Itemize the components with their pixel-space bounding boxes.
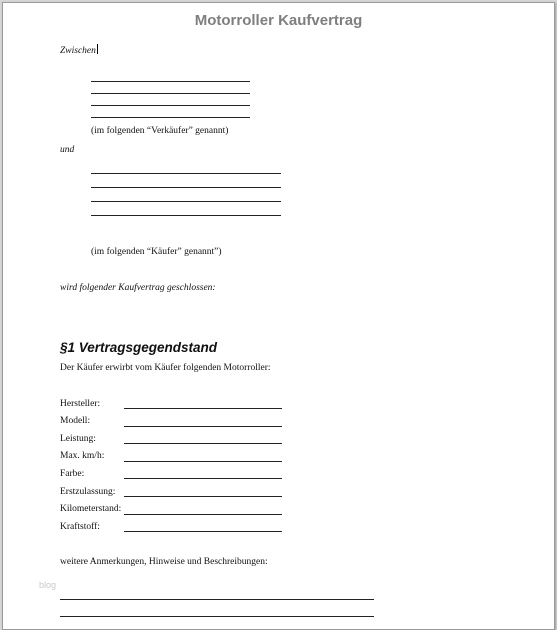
buyer-line-3[interactable] [91,201,281,202]
seller-line-3[interactable] [91,105,250,106]
field-label-farbe: Farbe: [60,469,85,479]
field-label-max-kmh: Max. km/h: [60,451,105,461]
remarks-line-2[interactable] [60,616,374,617]
seller-line-2[interactable] [91,93,250,94]
field-line-erstzulassung[interactable] [124,496,282,497]
remarks-label: weitere Anmerkungen, Hinweise und Beschreibungen: [60,557,268,567]
field-label-kilometerstand: Kilometerstand: [60,504,122,514]
buyer-note: (im folgenden “Käufer” genannt”) [91,247,222,257]
document-title: Motorroller Kaufvertrag [194,12,363,29]
field-label-modell: Modell: [60,416,91,426]
watermark: blog [39,580,57,590]
field-line-modell[interactable] [124,426,282,427]
field-line-leistung[interactable] [124,443,282,444]
field-label-erstzulassung: Erstzulassung: [60,487,116,497]
between-label: Zwischen [60,44,98,56]
remarks-line-1[interactable] [60,599,374,600]
contract-concluded-text: wird folgender Kaufvertrag geschlossen: [60,283,216,293]
field-line-farbe[interactable] [124,478,282,479]
and-label: und [60,145,75,155]
field-line-kilometerstand[interactable] [124,514,282,515]
text-cursor [97,44,99,54]
field-label-hersteller: Hersteller: [60,399,101,409]
field-line-max-kmh[interactable] [124,461,282,462]
buyer-line-2[interactable] [91,187,281,188]
field-line-hersteller[interactable] [124,408,282,409]
buyer-line-1[interactable] [91,173,281,174]
section-1-intro: Der Käufer erwirbt vom Käufer folgenden Motorroller: [60,363,271,373]
field-line-kraftstoff[interactable] [124,531,282,532]
seller-line-4[interactable] [91,117,250,118]
seller-note: (im folgenden “Verkäufer” genannt) [91,126,229,136]
buyer-line-4[interactable] [91,215,281,216]
section-1-heading: §1 Vertragsgegendstand [60,340,218,355]
field-label-leistung: Leistung: [60,434,96,444]
document-page [2,2,555,630]
field-label-kraftstoff: Kraftstoff: [60,522,100,532]
seller-line-1[interactable] [91,81,250,82]
